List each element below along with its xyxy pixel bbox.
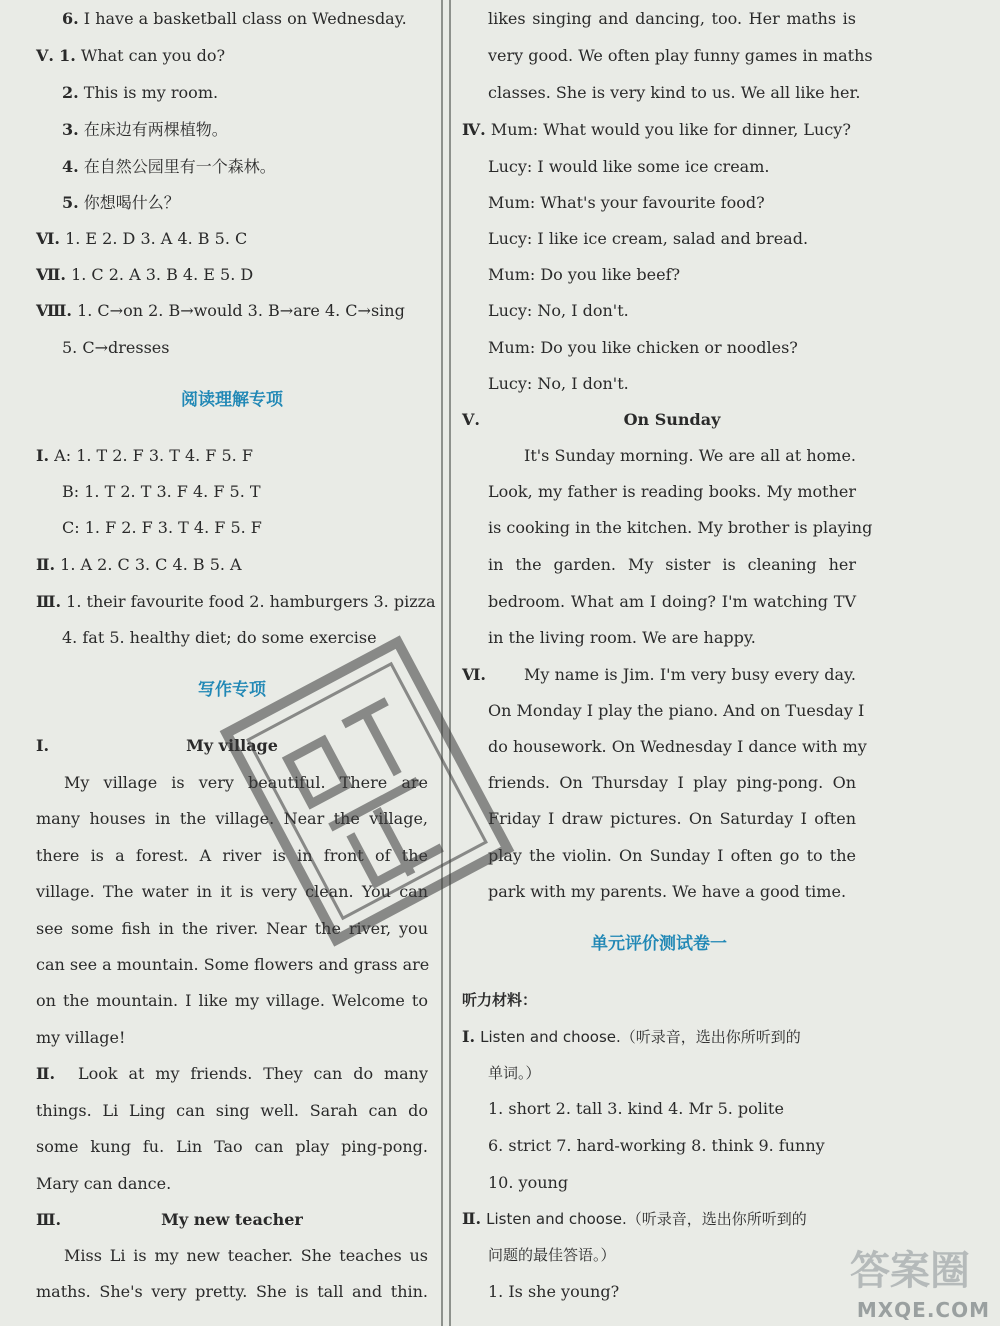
dialog-line: Mum: Do you like chicken or noodles? [488,338,798,357]
section-number: Ⅶ. [36,265,66,284]
paragraph-line: village. The water in it is very clean. You can [36,882,428,901]
answer-line [36,293,428,329]
question-line [462,1201,856,1237]
paragraph-line: maths. She's very pretty. She is tall and thin. [36,1282,428,1301]
answer-text: What can you do? [80,46,226,65]
question-text: 问题的最佳答语。） [488,1246,616,1264]
section-number: Ⅰ. [36,446,50,465]
paragraph-line: do housework. On Wednesday I dance with my [488,737,867,756]
section-number: Ⅲ. [36,592,62,611]
item-number: 3. [62,120,79,139]
answer-text: 在自然公园里有一个森林。 [83,157,276,176]
paragraph-line: many houses in the village. Near the village, [36,809,428,828]
question-text: 单词。） [488,1064,541,1082]
item-number: 6. [62,9,79,28]
answer-text: C: 1. F 2. F 3. T 4. F 5. F [62,518,262,537]
answer-line [36,75,428,111]
dialog-line [462,112,856,148]
paragraph-line: things. Li Ling can sing well. Sarah can do [36,1101,428,1120]
composition-title: On Sunday [623,410,721,429]
listening-label: 听力材料： [462,991,538,1009]
answer-line [36,38,428,74]
paragraph-line: likes singing and dancing, too. Her maths is [488,9,856,28]
answer-text: 1. E 2. D 3. A 4. B 5. C [65,229,248,248]
answer-line [36,547,428,583]
section-number: Ⅱ. [36,1064,56,1083]
word-list: 10. young [488,1173,569,1192]
answer-line [36,438,428,474]
paragraph-line: see some fish in the river. Near the river, you [36,919,428,938]
item-number: 2. [62,83,79,102]
answer-text: A: 1. T 2. F 3. T 4. F 5. F [54,446,253,465]
item-number: 5. [62,193,79,212]
word-list: 1. short 2. tall 3. kind 4. Mr 5. polite [488,1099,784,1118]
section-heading: 单元评价测试卷一 [591,934,727,954]
section-number: Ⅳ. [462,120,486,139]
right-column [462,0,873,1326]
dialog-line: Mum: Do you like beef? [488,265,681,284]
answer-line [36,474,428,510]
paragraph-line: bedroom. What am I doing? I'm watching TV [488,592,856,611]
section-number: Ⅲ. [36,1210,62,1229]
paragraph-line: is cooking in the kitchen. My brother is playing [488,518,873,537]
dialog-line: Lucy: I like ice cream, salad and bread. [488,229,809,248]
answer-text: 5. C→dresses [62,338,170,357]
answer-text: I have a basketball class on Wednesday. [83,9,407,28]
section-number: Ⅵ. [462,665,486,684]
answer-text: 1. C 2. A 3. B 4. E 5. D [71,265,254,284]
answer-text: 1. their favourite food 2. hamburgers 3. pizza [66,592,436,611]
word-list: 6. strict 7. hard-working 8. think 9. funny [488,1136,825,1155]
column-divider-right [449,0,451,1326]
answer-line [36,510,428,546]
section-number: Ⅰ. [36,736,50,755]
paragraph-line: park with my parents. We have a good time. [488,882,847,901]
paragraph-line: Look, my father is reading books. My mother [488,482,856,501]
answer-text: 1. A 2. C 3. C 4. B 5. A [60,555,242,574]
answer-line [36,1,428,37]
dialog-text: Mum: What would you like for dinner, Lucy? [490,120,851,139]
dialog-line: Lucy: I would like some ice cream. [488,157,770,176]
paragraph-line: It's Sunday morning. We are all at home. [524,446,856,465]
answer-line [36,185,428,221]
paragraph-line: in the garden. My sister is cleaning her [488,555,856,574]
dialog-line: Lucy: No, I don't. [488,301,629,320]
watermark-url: MXQE.COM [856,1298,990,1322]
section-number: Ⅴ. [36,46,54,65]
paragraph-line: classes. She is very kind to us. We all like her. [488,83,861,102]
answer-line [36,584,436,620]
paragraph-line: My village is very beautiful. There are [64,773,428,792]
answer-line [36,257,428,293]
section-number: Ⅰ. [462,1027,476,1046]
paragraph-line: My name is Jim. I'm very busy every day. [524,665,856,684]
section-number: Ⅱ. [462,1209,482,1228]
question-text: Listen and choose.（听录音，选出你所听到的 [480,1028,801,1046]
answer-line [36,149,428,185]
paragraph-line: some kung fu. Lin Tao can play ping-pong. [36,1137,428,1156]
answer-text: 4. fat 5. healthy diet; do some exercise [62,628,377,647]
paragraph-line: there is a forest. A river is in front of the [36,846,428,865]
answer-text: 1. C→on 2. B→would 3. B→are 4. C→sing [77,301,405,320]
paragraph-line: friends. On Thursday I play ping-pong. On [488,773,856,792]
answer-line [36,221,428,257]
answer-line [36,330,428,366]
dialog-line: Lucy: No, I don't. [488,374,629,393]
paragraph-line: in the living room. We are happy. [488,628,756,647]
composition-title-line [36,1202,428,1238]
answer-text: B: 1. T 2. T 3. F 4. F 5. T [62,482,261,501]
dialog-line: Mum: What's your favourite food? [488,193,765,212]
watermark-logo: 答案圈 [850,1248,970,1294]
paragraph-line: Look at my friends. They can do many [78,1064,428,1083]
answer-text: 在床边有两棵植物。 [83,120,228,139]
paragraph-line: On Monday I play the piano. And on Tuesday I [488,701,865,720]
item-number: 4. [62,157,79,176]
paragraph-line: can see a mountain. Some flowers and grass are [36,955,430,974]
column-divider-left [441,0,443,1326]
answer-text: 你想喝什么？ [83,193,180,212]
composition-title: My new teacher [161,1210,303,1229]
section-number: Ⅴ. [462,410,480,429]
section-heading: 写作专项 [198,680,266,700]
paragraph-line: play the violin. On Sunday I often go to the [488,846,856,865]
question-text: 1. Is she young? [488,1282,620,1301]
composition-title: My village [186,736,278,755]
paragraph-line: on the mountain. I like my village. Welcome to [36,991,428,1010]
answer-text: This is my room. [83,83,219,102]
section-number: Ⅷ. [36,301,72,320]
item-number: 1. [59,46,76,65]
paragraph-line: Friday I draw pictures. On Saturday I often [488,809,856,828]
question-line [462,1019,856,1055]
answer-line [36,112,428,148]
section-number: Ⅵ. [36,229,60,248]
section-heading: 阅读理解专项 [181,390,283,410]
question-text: Listen and choose.（听录音，选出你所听到的 [486,1210,807,1228]
paragraph-line: Mary can dance. [36,1174,172,1193]
paragraph-line: my village! [36,1028,126,1047]
paragraph-line: very good. We often play funny games in maths [488,46,873,65]
composition-title-line [462,402,856,438]
paragraph-line: Miss Li is my new teacher. She teaches us [64,1246,428,1265]
section-number: Ⅱ. [36,555,56,574]
